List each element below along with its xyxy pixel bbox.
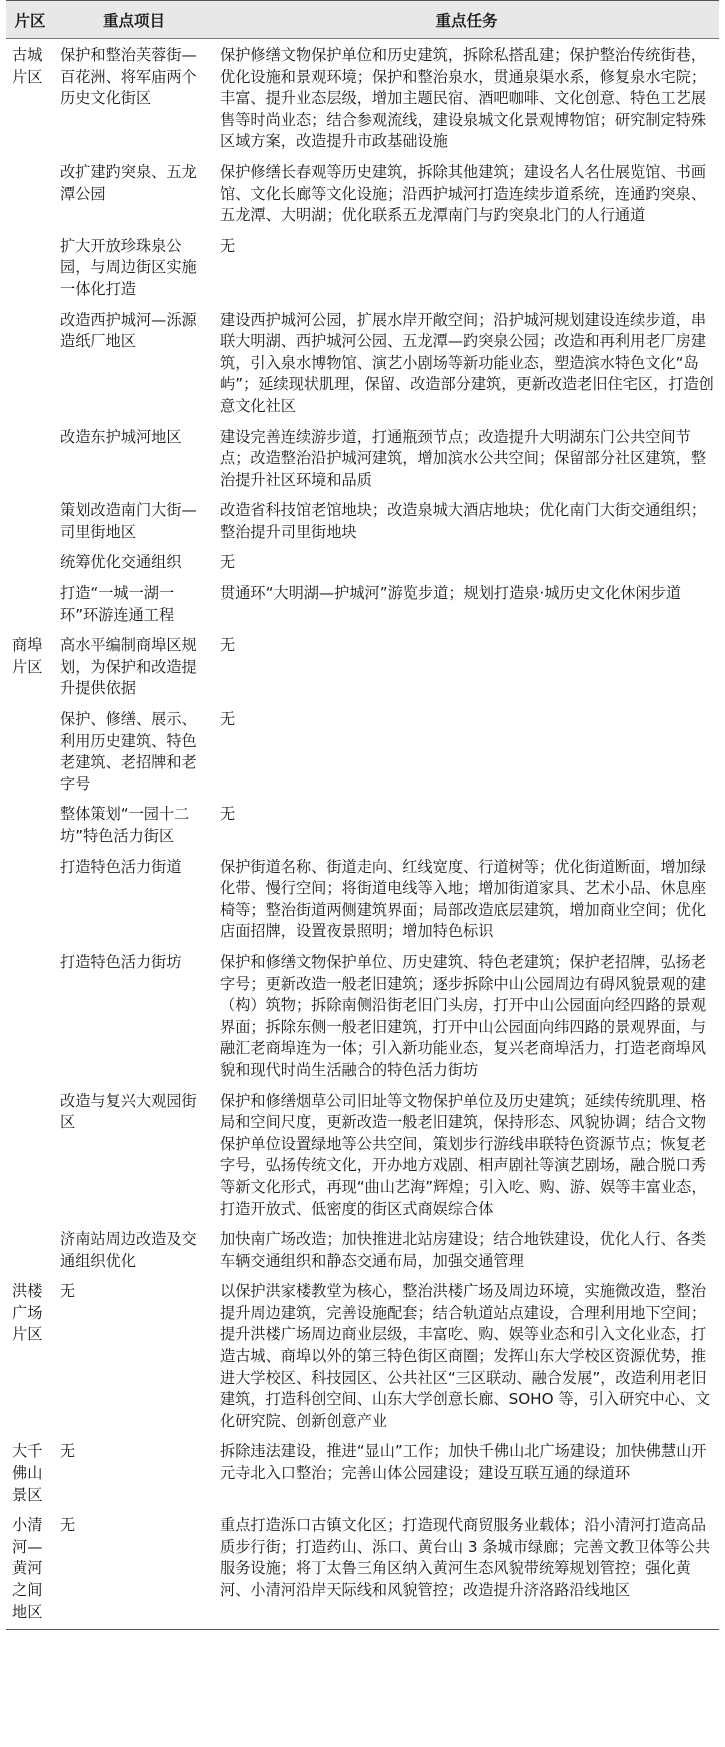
project-cell: 打造特色活力街坊 — [60, 952, 182, 971]
table-row — [6, 798, 719, 850]
task-cell: 建设完善连续游步道，打通瓶颈节点；改造提升大明湖东门公共空间节点；改造整治沿护城河建筑，增加滨水公共空间；保留部分社区建筑，整治提升社区环境和品质 — [220, 427, 706, 489]
task-cell: 无 — [220, 710, 236, 729]
table-row — [6, 230, 719, 304]
project-cell: 整体策划“一园十二坊”特色活力街区 — [60, 805, 190, 845]
project-cell: 保护、修缮、展示、利用历史建筑、特色老建筑、老招牌和老字号 — [60, 710, 197, 793]
task-cell: 拆除违法建设，推进“显山”工作；加快千佛山北广场建设；加快佛慧山开元寺北入口整治；完善山体公园建设；建设互联互通的绿道环 — [220, 1442, 707, 1483]
header-task: 重点任务 — [214, 1, 719, 39]
table-row — [6, 946, 719, 1085]
table-row — [6, 1435, 719, 1509]
table-row — [6, 703, 719, 798]
table-row — [6, 1509, 719, 1629]
project-cell: 无 — [54, 1509, 214, 1629]
task-cell: 无 — [220, 805, 236, 824]
table-row — [6, 851, 719, 946]
district-cell: 大千佛山景区 — [12, 1442, 43, 1504]
project-cell: 改扩建趵突泉、五龙潭公园 — [60, 162, 197, 203]
task-table — [6, 0, 719, 1630]
task-cell: 无 — [220, 636, 236, 655]
table-row — [6, 629, 719, 703]
project-cell: 打造“一城一湖一环”环游连通工程 — [60, 584, 175, 624]
task-cell: 以保护洪家楼教堂为核心，整治洪楼广场及周边环境，实施微改造，整治提升周边建筑，完善设施配套；结合轨道站点建设，合理利用地下空间；提升洪楼广场周边商业层级，丰富吃、购、娱等业态和引入文化业态，打造古城、商埠以外的第三特色街区商圈；发挥山东大学校区资源优势，推进大学校区、科技园区、公共社区“三区联动、融合发展”，改造利用老旧建筑，打造科创空间、山东大学创意长廊、SOHO 等，引入研究中心、文化研究院、创新创意产业 — [220, 1282, 711, 1430]
header-project: 重点项目 — [54, 1, 214, 39]
project-cell: 改造东护城河地区 — [60, 427, 182, 446]
table-row — [6, 546, 719, 577]
table-row — [6, 494, 719, 546]
task-cell: 保护和修缮文物保护单位、历史建筑、特色老建筑；保护老招牌，弘扬老字号；更新改造一般老旧建筑；逐步拆除中山公园周边有碍风貌景观的建（构）筑物；拆除南侧沿街老旧门头房，打开中山公园面向经四路的景观界面；拆除东侧一般老旧建筑，打开中山公园面向纬四路的景观界面，与融汇老商埠连为一体；引入新功能业态，复兴老商埠活力，打造老商埠风貌和现代时尚生活融合的特色活力街坊 — [220, 952, 706, 1079]
table-row — [6, 421, 719, 495]
district-cell: 洪楼广场片区 — [12, 1282, 43, 1344]
task-cell: 保护修缮长春观等历史建筑，拆除其他建筑；建设名人名仕展览馆、书画馆、文化长廊等文化设施；沿西护城河打造连续步道系统，连通趵突泉、五龙潭、大明湖；优化联系五龙潭南门与趵突泉北门的人行通道 — [220, 162, 706, 225]
project-cell: 济南站周边改造及交通组织优化 — [60, 1230, 197, 1270]
task-cell: 无 — [220, 553, 236, 572]
table-row — [6, 1275, 719, 1435]
project-cell: 改造西护城河—泺源造纸厂地区 — [60, 310, 197, 351]
table-row — [6, 304, 719, 421]
table-header-row — [6, 1, 719, 39]
project-cell: 无 — [60, 1282, 76, 1301]
task-cell: 无 — [220, 236, 236, 255]
district-cell: 商埠片区 — [12, 636, 43, 676]
task-cell: 改造省科技馆老馆地块；改造泉城大酒店地块；优化南门大街交通组织；整治提升司里街地块 — [220, 501, 706, 541]
table-row — [6, 1085, 719, 1224]
district-cell: 小清河—黄河之间地区 — [6, 1509, 54, 1629]
project-cell: 改造与复兴大观园街区 — [60, 1091, 197, 1132]
task-cell: 保护街道名称、街道走向、红线宽度、行道树等；优化街道断面，增加绿化带、慢行空间；将街道电线等入地；增加街道家具、艺术小品、休息座椅等；整治街道两侧建筑界面；局部改造底层建筑，增加商业空间；优化店面招牌，设置夜景照明；增加特色标识 — [220, 857, 706, 941]
project-cell: 统筹优化交通组织 — [60, 553, 182, 572]
task-cell: 保护修缮文物保护单位和历史建筑，拆除私搭乱建；保护整治传统街巷，优化设施和景观环境；保护和整治泉水，贯通泉渠水系，修复泉水宅院；丰富、提升业态层级，增加主题民宿、酒吧咖啡、文化创意、特色工艺展售等时尚业态；结合参观流线，建设泉城文化景观博物馆；研究制定特殊区域方案，改造提升市政基础设施 — [220, 46, 706, 151]
task-cell: 重点打造泺口古镇文化区；打造现代商贸服务业载体；沿小清河打造高品质步行街；打造药山、泺口、黄台山 3 条城市绿廊；完善文教卫体等公共服务设施；将丁太鲁三角区纳入黄河生态风貌带统筹规划管控；强化黄河、小清河沿岸天际线和风貌管控；改造提升济洛路沿线地区 — [214, 1509, 719, 1629]
project-cell: 高水平编制商埠区规划，为保护和改造提升提供依据 — [60, 636, 197, 698]
project-cell: 扩大开放珍珠泉公园，与周边街区实施一体化打造 — [60, 236, 197, 298]
table-row — [6, 156, 719, 230]
project-cell: 打造特色活力街道 — [60, 857, 182, 876]
table-row — [6, 39, 719, 156]
project-cell: 无 — [60, 1442, 76, 1461]
task-cell: 加快南广场改造；加快推进北站房建设；结合地铁建设，优化人行、各类车辆交通组织和静态交通布局，加强交通管理 — [220, 1230, 706, 1270]
task-cell: 贯通环“大明湖—护城河”游览步道；规划打造泉·城历史文化休闲步道 — [220, 584, 682, 603]
task-cell: 建设西护城河公园，扩展水岸开敞空间；沿护城河规划建设连续步道，串联大明湖、西护城河公园、五龙潭—趵突泉公园；改造和再利用老厂房建筑，引入泉水博物馆、演艺小剧场等新功能业态，塑造滨水特色文化“岛屿”；延续现状肌理，保留、改造部分建筑，更新改造老旧住宅区，打造创意文化社区 — [220, 310, 714, 415]
task-cell: 保护和修缮烟草公司旧址等文物保护单位及历史建筑；延续传统肌理、格局和空间尺度，更新改造一般老旧建筑，保持形态、风貌协调；结合文物保护单位设置绿地等公共空间，策划步行游线串联特色资源节点；恢复老字号，弘扬传统文化，开办地方戏剧、相声剧社等演艺剧场，融合脱口秀等新文化形式，再现“曲山艺海”辉煌；引入吃、购、游、娱等丰富业态，打造开放式、低密度的街区式商娱综合体 — [220, 1091, 707, 1218]
table-row — [6, 577, 719, 629]
project-cell: 策划改造南门大街—司里街地区 — [60, 501, 197, 541]
project-cell: 保护和整治芙蓉街—百花洲、将军庙两个历史文化街区 — [60, 46, 197, 108]
table-row — [6, 1223, 719, 1275]
district-cell: 古城片区 — [12, 46, 43, 86]
header-district: 片区 — [6, 1, 54, 39]
